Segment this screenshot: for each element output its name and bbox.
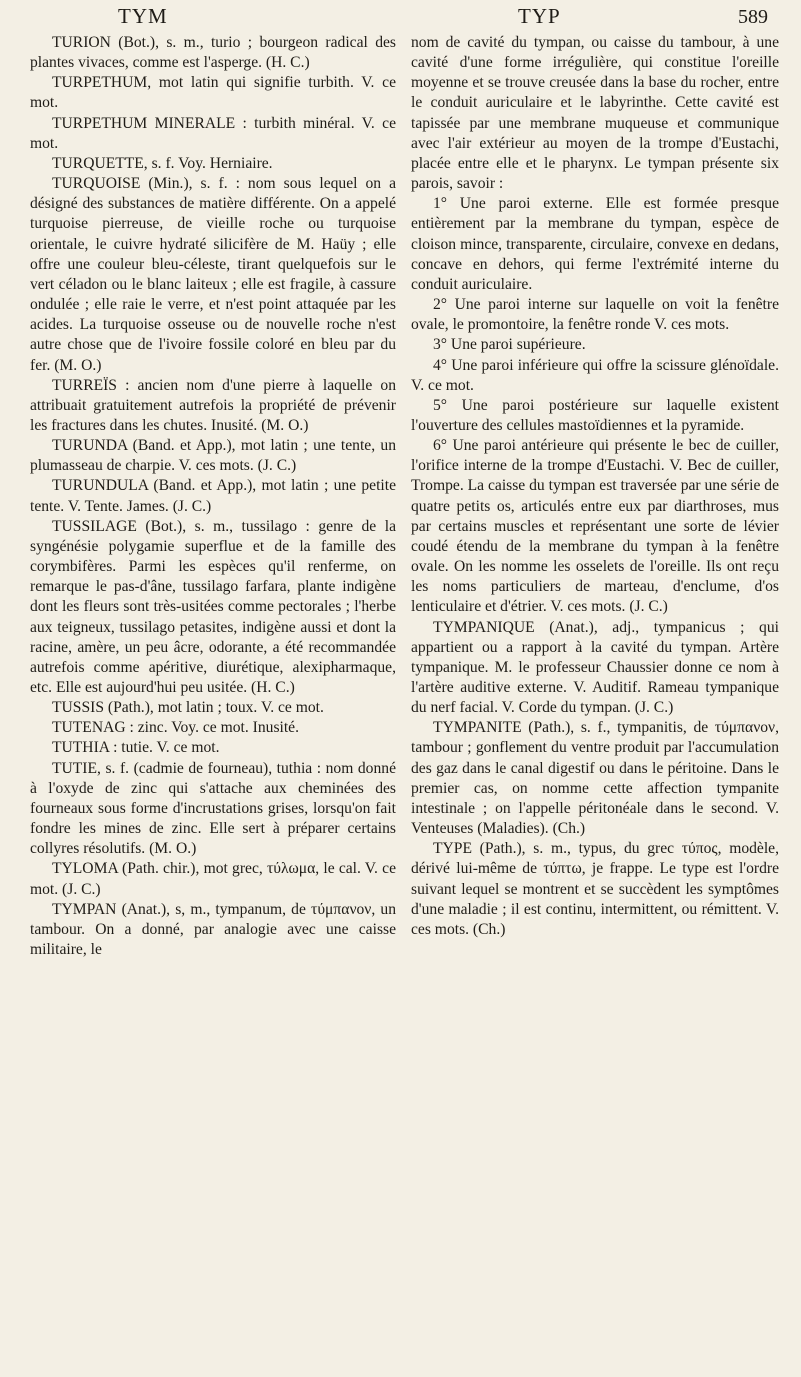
entry-turunda: TURUNDA (Band. et App.), mot latin ; une tente, un plumasseau de charpie. V. ces mots. (J. C.)	[30, 437, 396, 475]
entry-turquoise: TURQUOISE (Min.), s. f. : nom sous lequel on a désigné des substances de matière différente. On a appelé turquoise pierreuse, de vieille roche ou turquoise orientale, le cuivre hydraté silicifère de M. Haüy ; elle offre une couleur bleu-céleste, tirant quelquefois sur le vert céladon ou le blanc laiteux ; elle est fragile, à cassure ondulée ; elle raie le verre, et n'est point attaquée par les acides. La turquoise osseuse ou de nouvelle roche n'est autre chose que de l'ivoire fossile coloré en bleu par du fer. (M. O.)	[30, 175, 396, 374]
tympan-wall-3: 3° Une paroi supérieure.	[433, 336, 586, 354]
tympan-wall-2: 2° Une paroi interne sur laquelle on voit la fenêtre ovale, le promontoire, la fenêtre ronde V. ces mots.	[411, 296, 779, 334]
entry-tutie: TUTIE, s. f. (cadmie de fourneau), tuthia : nom donné à l'oxyde de zinc qui s'attache aux cheminées des fourneaux sous forme d'incrustations grises, lorsqu'on fait fondre les mines de zinc. Elle sert à préparer certains collyres résolutifs. (M. O.)	[30, 759, 396, 858]
tympan-wall-5: 5° Une paroi postérieure sur laquelle existent l'ouverture des cellules mastoïdiennes et la pyramide.	[411, 396, 779, 434]
tympan-wall-6: 6° Une paroi antérieure qui présente le bec de cuiller, l'orifice interne de la trompe d'Eustachi. V. Bec de cuiller, Trompe. La caisse du tympan est traversée par une série de quatre petits os, articulés entre eux par diarthroses, mus par certains muscles et représentant une sorte de lévier coudé étendu de la membrane du tympan à la fenêtre ovale. On les nomme les osselets de l'oreille. Ils ont reçu les noms particuliers de marteau, d'enclume, d'os lenticulaire et d'étrier. V. ces mots. (J. C.)	[411, 437, 779, 616]
entry-turpethum: TURPETHUM, mot latin qui signifie turbith. V. ce mot.	[30, 74, 396, 112]
page-number: 589	[738, 6, 768, 28]
entry-tympan: TYMPAN (Anat.), s, m., tympanum, de τύμπανον, un tambour. On a donné, par analogie avec une caisse militaire, le	[30, 900, 396, 959]
running-header	[0, 4, 801, 30]
tympan-wall-4: 4° Une paroi inférieure qui offre la scissure glénoïdale. V. ce mot.	[411, 356, 779, 394]
entry-tyloma: TYLOMA (Path. chir.), mot grec, τύλωμα, le cal. V. ce mot. (J. C.)	[30, 860, 396, 898]
tympan-wall-1: 1° Une paroi externe. Elle est formée presque entièrement par la membrane du tympan, espèce de cloison mince, transparente, circulaire, convexe en dedans, concave en dehors, qui ferme l'extrémité interne du conduit auriculaire.	[411, 195, 779, 293]
entry-tympanite: TYMPANITE (Path.), s. f., tympanitis, de τύμπανον, tambour ; gonflement du ventre produit par l'accumulation des gaz dans le canal digestif ou dans le péritoine. Dans le premier cas, on nomme cette affection tympanite intestinale ; on l'appelle péritonéale dans le second. V. Venteuses (Maladies). (Ch.)	[411, 719, 779, 838]
entry-tussis: TUSSIS (Path.), mot latin ; toux. V. ce mot.	[52, 699, 324, 717]
entry-tussilage: TUSSILAGE (Bot.), s. m., tussilago : genre de la syngénésie polygamie superflue et de la famille des corymbifères. Parmi les espèces qu'il renferme, on remarque le pas-d'âne, tussilago farfara, plante indigène dont les fleurs sont très-usitées comme pectorales ; l'herbe aux teigneux, tussilago petasites, indigène aussi et dont la racine, amère, un peu âcre, odorante, a été recommandée autrefois comme apéritive, diurétique, alexipharmaque, etc. Elle est aujourd'hui peu usitée. (H. C.)	[30, 517, 396, 696]
entry-turreis: TURREÏS : ancien nom d'une pierre à laquelle on attribuait gratuitement autrefois la propriété de prévenir les fractures dans les chutes. Inusité. (M. O.)	[30, 376, 396, 434]
entry-tutenag: TUTENAG : zinc. Voy. ce mot. Inusité.	[52, 719, 300, 737]
entry-turpethum-minerale: TURPETHUM MINERALE : turbith minéral. V. ce mot.	[30, 114, 396, 152]
right-column	[411, 33, 779, 1369]
left-column	[30, 33, 396, 1369]
entry-tympan-continued: nom de cavité du tympan, ou caisse du tambour, à une cavité d'une forme irrégulière, qui constitue l'oreille moyenne et se trouve creusée dans la base du rocher, entre le conduit auriculaire et le labyrinthe. Cette cavité est tapissée par une membrane muqueuse et communique avec l'air extérieur au moyen de la trompe d'Eustachi, placée entre elle et le pharynx. Le tympan présente six parois, savoir :	[411, 34, 779, 193]
left-running-head: TYM	[118, 4, 168, 28]
entry-tuthia: TUTHIA : tutie. V. ce mot.	[52, 739, 220, 757]
entry-turquette: TURQUETTE, s. f. Voy. Herniaire.	[52, 154, 273, 172]
entry-tympanique: TYMPANIQUE (Anat.), adj., tympanicus ; qui appartient ou a rapport à la cavité du tympan. Artère tympanique. M. le professeur Chaussier donne ce nom à l'artère auditive externe. V. Auditif. Rameau tympanique du nerf facial. V. Corde du tympan. (J. C.)	[411, 618, 779, 717]
entry-turion: TURION (Bot.), s. m., turio ; bourgeon radical des plantes vivaces, comme est l'asperge. (H. C.)	[30, 34, 396, 72]
entry-type: TYPE (Path.), s. m., typus, du grec τύπος, modèle, dérivé lui-même de τύπτω, je frappe. Le type est l'ordre suivant lequel se montrent et se succèdent les symptômes d'une maladie ; il est continu, intermittent, ou rémittent. V. ces mots. (Ch.)	[411, 840, 779, 938]
entry-turundula: TURUNDULA (Band. et App.), mot latin ; une petite tente. V. Tente. James. (J. C.)	[30, 477, 396, 515]
right-running-head: TYP	[518, 4, 561, 28]
